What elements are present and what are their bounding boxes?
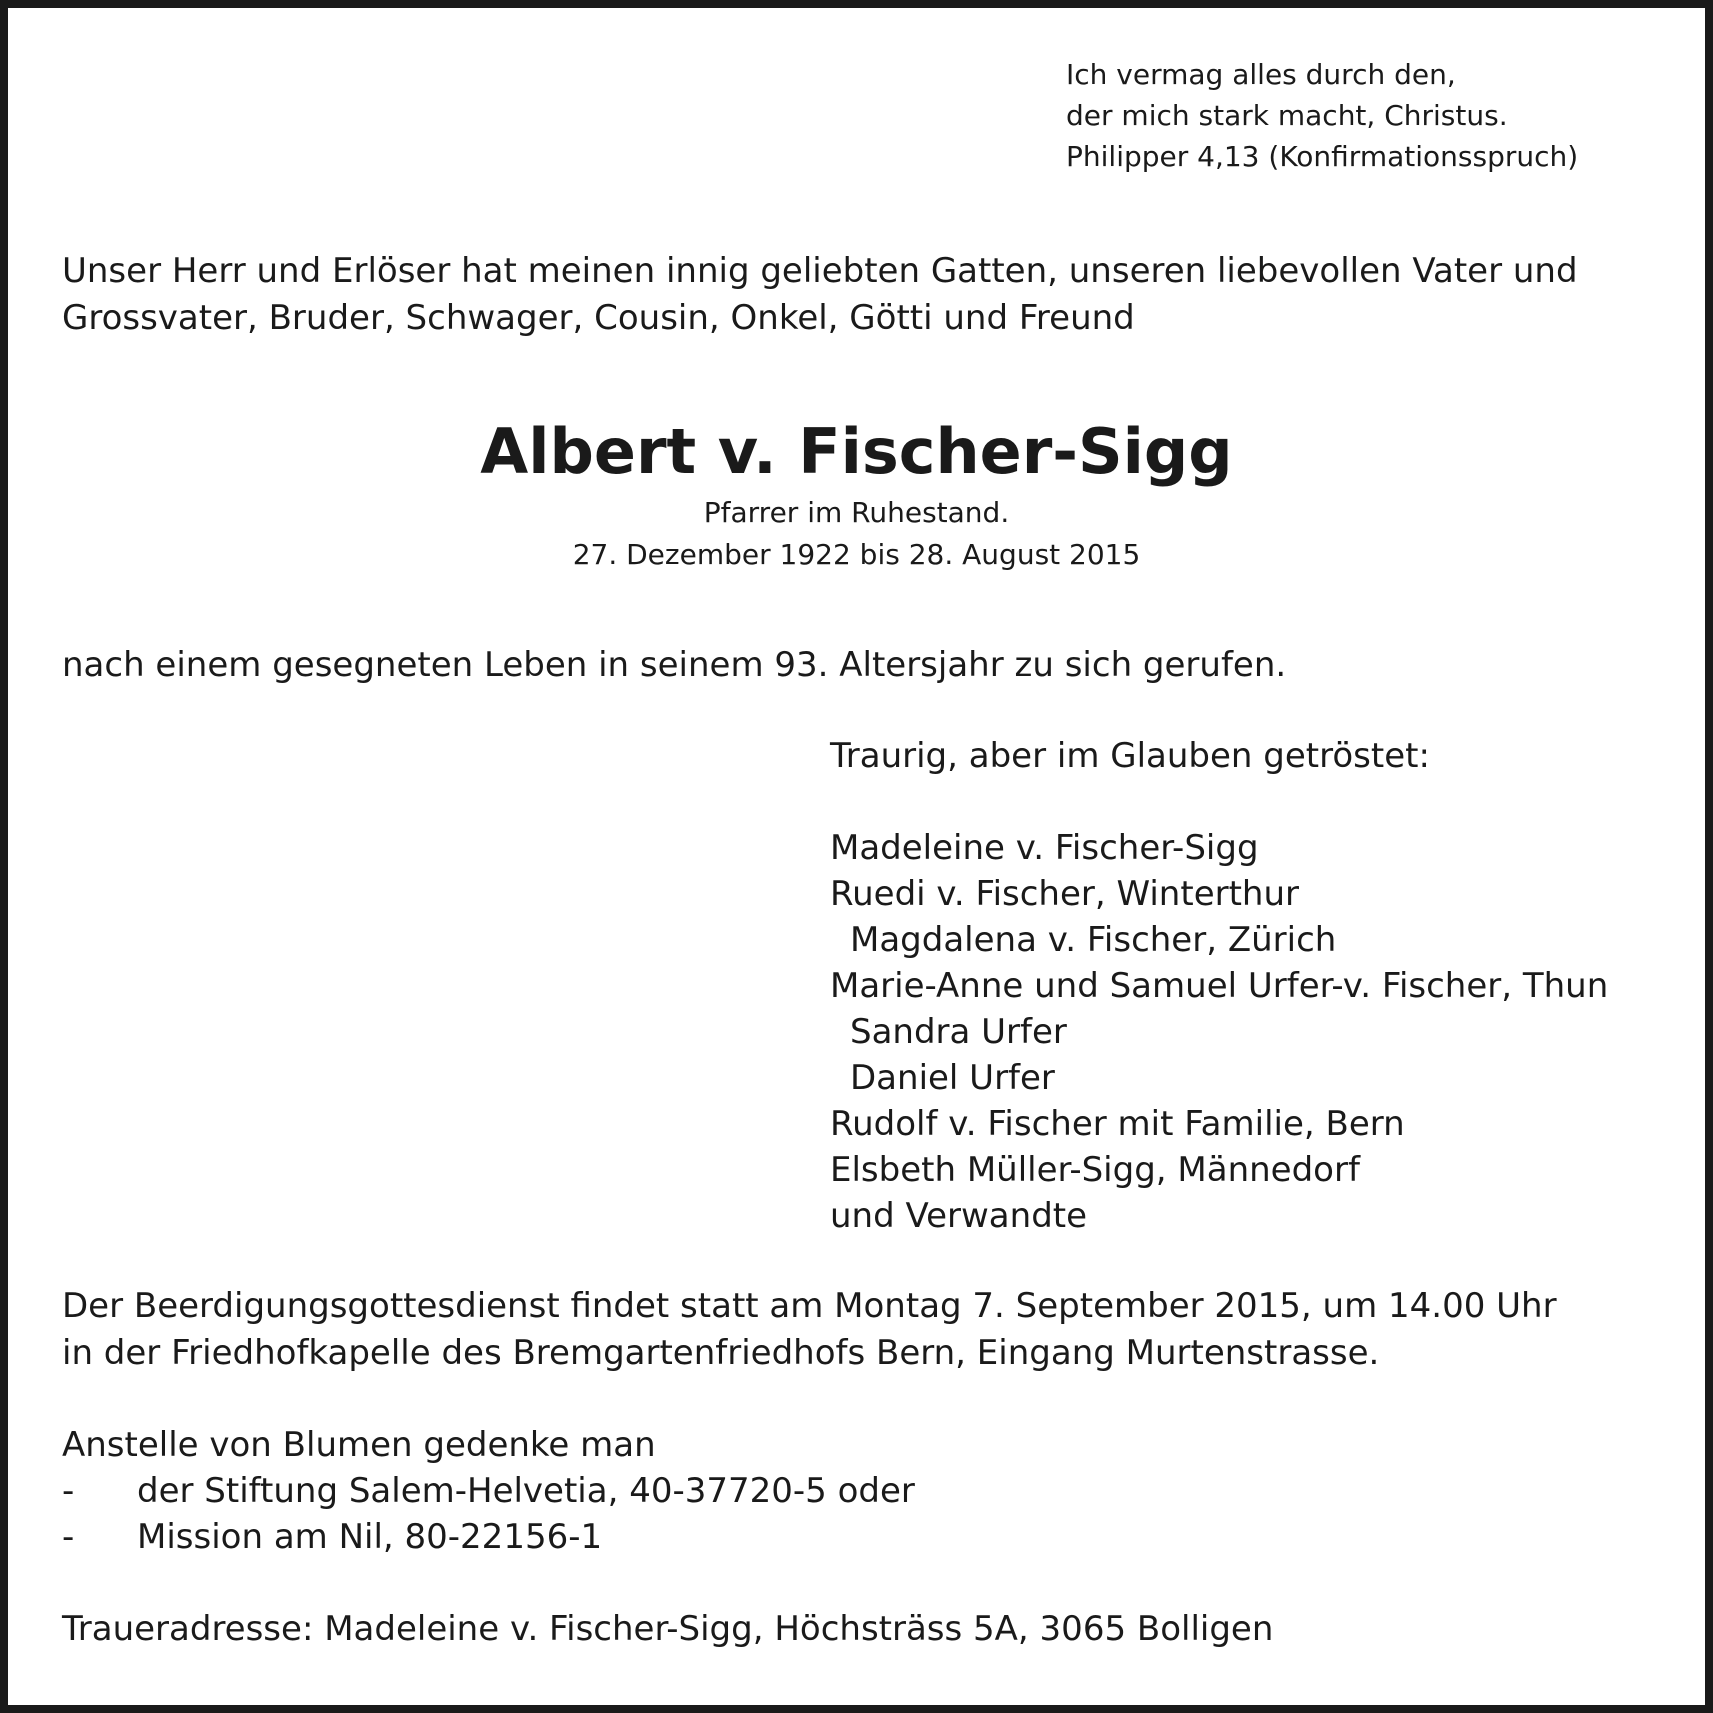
service-line: Der Beerdigungsgottesdienst findet statt am Montag 7. September 2015, um 14.00 Uhr bbox=[62, 1286, 1557, 1326]
donation-item bbox=[62, 1514, 915, 1560]
called-paragraph: nach einem gesegneten Leben in seinem 93. Altersjahr zu sich gerufen. bbox=[62, 645, 1287, 685]
mourning-address: Traueradresse: Madeleine v. Fischer-Sigg, Höchsträss 5A, 3065 Bolligen bbox=[62, 1609, 1274, 1649]
intro-line: Grossvater, Bruder, Schwager, Cousin, Onkel, Götti und Freund bbox=[62, 298, 1135, 338]
donation-item-text: der Stiftung Salem-Helvetia, 40-37720-5 oder bbox=[137, 1471, 915, 1511]
mourner-name: Rudolf v. Fischer mit Familie, Bern bbox=[830, 1104, 1405, 1144]
mourners-heading: Traurig, aber im Glauben getröstet: bbox=[830, 736, 1430, 776]
mourners-list bbox=[830, 733, 1608, 1239]
verse-line: der mich stark macht, Christus. bbox=[1066, 99, 1508, 132]
mourner-name: Elsbeth Müller-Sigg, Männedorf bbox=[830, 1150, 1360, 1190]
bullet-dash: - bbox=[62, 1471, 75, 1511]
mourner-name: Sandra Urfer bbox=[850, 1012, 1067, 1052]
mourner-name: und Verwandte bbox=[830, 1196, 1088, 1236]
service-paragraph bbox=[62, 1283, 1557, 1377]
donation-section bbox=[62, 1422, 915, 1560]
verse-reference: Philipper 4,13 (Konfirmationsspruch) bbox=[1066, 140, 1579, 173]
donation-item-text: Mission am Nil, 80-22156-1 bbox=[137, 1517, 603, 1557]
verse-line: Ich vermag alles durch den, bbox=[1066, 58, 1456, 91]
deceased-block bbox=[0, 412, 1713, 576]
bible-verse bbox=[1066, 54, 1578, 177]
mourner-name: Ruedi v. Fischer, Winterthur bbox=[830, 874, 1299, 914]
deceased-name: Albert v. Fischer-Sigg bbox=[480, 415, 1233, 488]
mourner-name: Madeleine v. Fischer-Sigg bbox=[830, 828, 1259, 868]
mourners-spacer bbox=[830, 779, 1608, 825]
mourner-name: Magdalena v. Fischer, Zürich bbox=[850, 920, 1337, 960]
intro-line: Unser Herr und Erlöser hat meinen innig geliebten Gatten, unseren liebevollen Vater und bbox=[62, 251, 1578, 291]
deceased-dates: 27. Dezember 1922 bis 28. August 2015 bbox=[572, 538, 1141, 571]
mourner-name: Marie-Anne und Samuel Urfer-v. Fischer, Thun bbox=[830, 966, 1609, 1006]
donation-intro: Anstelle von Blumen gedenke man bbox=[62, 1425, 656, 1465]
intro-paragraph bbox=[62, 248, 1578, 342]
bullet-dash: - bbox=[62, 1517, 75, 1557]
service-line: in der Friedhofkapelle des Bremgartenfriedhofs Bern, Eingang Murtenstrasse. bbox=[62, 1333, 1380, 1373]
donation-item bbox=[62, 1468, 915, 1514]
deceased-title: Pfarrer im Ruhestand. bbox=[703, 496, 1010, 529]
mourner-name: Daniel Urfer bbox=[850, 1058, 1055, 1098]
